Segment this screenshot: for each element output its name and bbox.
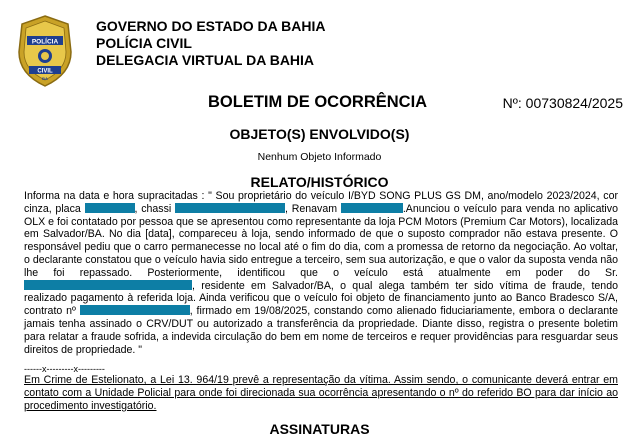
- narrative-heading: RELATO/HISTÓRICO: [250, 174, 389, 190]
- police-line: POLÍCIA CIVIL: [96, 35, 192, 51]
- redacted-plate: [85, 203, 135, 213]
- svg-text:CIVIL: CIVIL: [37, 68, 53, 75]
- svg-text:POLÍCIA: POLÍCIA: [31, 38, 59, 46]
- redacted-renavam: [341, 203, 403, 213]
- redacted-person-name: [24, 280, 192, 290]
- agency-lines: [96, 18, 325, 69]
- objects-heading: OBJETO(S) ENVOLVIDO(S): [229, 126, 410, 142]
- separator-line: ------x---------x---------: [24, 364, 105, 374]
- redacted-contract: [80, 305, 190, 315]
- narrative-part-2: , chassi: [134, 202, 172, 215]
- objects-value: Nenhum Objeto Informado: [257, 151, 382, 163]
- signatures-heading: ASSINATURAS: [269, 421, 370, 437]
- narrative-part-4: .Anunciou o veículo para venda no aplicativo OLX e foi contatado por pessoa que se apresentou como representante da loja PCM Motors (Premium Car Motors), localizada em Salvador/BA. No dia [data], compareceu à loja, sendo informado de que o suposto comprador não estava presente. O responsável pediu que o carro permanecesse no local até o fim do dia, com a promessa de retorno da negociação. Ao voltar, o declarante constatou que o veículo havia sido entregue a terceiro, sem sua autorização, e que o valor da suposta venda não lhe foi repassado. Posteriormente, identificou que o veículo está atualmente em poder do Sr.: [24, 202, 618, 279]
- office-line: DELEGACIA VIRTUAL DA BAHIA: [96, 52, 315, 68]
- narrative-part-3: , Renavam: [285, 202, 338, 215]
- report-title: BOLETIM DE OCORRÊNCIA: [208, 93, 428, 111]
- svg-text:BA: BA: [42, 76, 48, 81]
- redacted-chassis: [175, 203, 285, 213]
- narrative-text: [24, 190, 618, 356]
- government-line: GOVERNO DO ESTADO DA BAHIA: [96, 18, 326, 34]
- narrative-part-1: Informa na data e hora supracitadas : " Sou proprietário do veículo I/BYD SONG PLUS GS DM, ano/modelo 2023/2024, cor cinza, placa: [24, 190, 618, 215]
- narrative-part-6: , firmado em 19/08/2025, constando como alienado fiduciariamente, embora o declarante jamais tenha assinado o CRV/DUT ou autorizado a transferência da propriedade. Diante disso, registra o presente boletim para relatar a fraude sofrida, a indevida circulação do bem em nome de terceiros e requer providências para resguardar seus direitos de propriedade. ": [24, 305, 619, 356]
- legal-notice: Em Crime de Estelionato, a Lei 13. 964/19 prevê a representação da vítima. Assim sendo, o comunicante deverá entrar em contato com a Unidade Policial para onde foi direcionada sua ocorrência apresentando o nº do referido BO para dar início ao procedimento investigatório.: [24, 374, 618, 412]
- document-header: [0, 0, 639, 90]
- narrative-part-5: , residente em Salvador/BA, o qual alega também ter sido vítima de fraude, tendo realizado pagamento à referida loja. Ainda verificou que o veículo foi objeto de financiamento junto ao Banco Bradesco S/A, contrato nº: [24, 279, 618, 318]
- report-number: Nº: 00730824/2025: [502, 95, 623, 111]
- police-badge-icon: [16, 14, 74, 88]
